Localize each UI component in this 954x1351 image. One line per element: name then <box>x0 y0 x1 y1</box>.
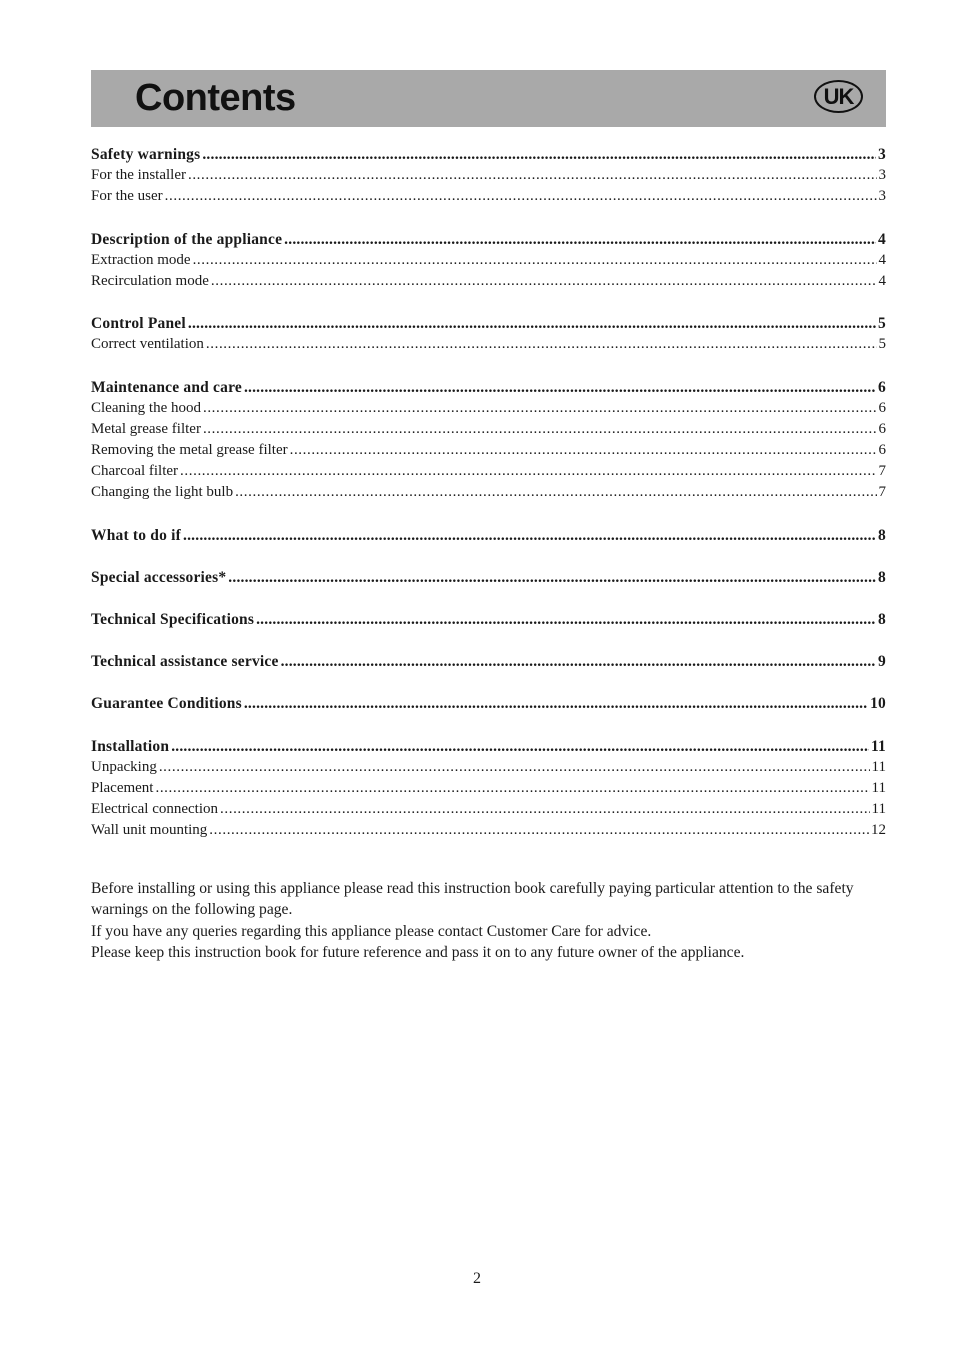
toc-entry-title: Technical Specifications <box>91 611 255 628</box>
toc-page-number: 8 <box>878 611 886 628</box>
table-of-contents <box>91 146 886 865</box>
toc-entry-title: Metal grease filter <box>91 420 201 437</box>
toc-page-number: 8 <box>878 526 886 544</box>
toc-page-number: 10 <box>870 695 886 713</box>
dot-leader <box>171 738 869 756</box>
toc-page-number: 9 <box>878 653 886 671</box>
toc-entry-title: Safety warnings <box>91 146 201 163</box>
dot-leader <box>281 653 876 671</box>
toc-subentry-correct-ventilation[interactable] <box>91 336 886 357</box>
toc-entry-what-to-do-if[interactable] <box>91 527 886 548</box>
dot-leader <box>188 167 877 184</box>
dot-leader <box>180 463 876 480</box>
toc-section-installation <box>91 738 886 844</box>
toc-subentry-changing-the-light-bulb[interactable] <box>91 484 886 505</box>
toc-subentry-for-the-installer[interactable] <box>91 167 886 188</box>
dot-leader <box>290 442 877 459</box>
toc-page-number: 4 <box>878 251 886 268</box>
intro-text <box>91 878 881 963</box>
toc-page-number: 5 <box>878 336 886 353</box>
toc-section-description-of-the-appliance <box>91 231 886 295</box>
dot-leader <box>284 231 876 249</box>
toc-section-safety-warnings <box>91 146 886 210</box>
dot-leader <box>155 780 869 797</box>
toc-page-number: 4 <box>878 272 886 289</box>
toc-section-special-accessories <box>91 569 886 590</box>
toc-entry-maintenance-and-care[interactable] <box>91 379 886 400</box>
toc-subentry-extraction-mode[interactable] <box>91 252 886 273</box>
intro-paragraph: If you have any queries regarding this appliance please contact Customer Care for advice. <box>91 922 652 940</box>
toc-page-number: 11 <box>871 758 886 775</box>
toc-entry-technical-specifications[interactable] <box>91 611 886 632</box>
toc-section-technical-assistance-service <box>91 653 886 674</box>
dot-leader <box>211 273 877 290</box>
toc-section-control-panel <box>91 315 886 357</box>
contents-header-bar <box>91 70 886 127</box>
toc-page-number: 11 <box>871 801 886 818</box>
toc-subentry-charcoal-filter[interactable] <box>91 463 886 484</box>
dot-leader <box>256 611 876 629</box>
toc-subentry-metal-grease-filter[interactable] <box>91 421 886 442</box>
dot-leader <box>188 315 876 333</box>
toc-page-number: 11 <box>870 737 886 755</box>
toc-entry-title: Maintenance and care <box>91 378 242 396</box>
toc-page-number: 3 <box>878 167 886 184</box>
toc-subentry-electrical-connection[interactable] <box>91 801 886 822</box>
toc-entry-title: Removing the metal grease filter <box>91 442 288 459</box>
toc-subentry-recirculation-mode[interactable] <box>91 273 886 294</box>
toc-entry-title: Changing the light bulb <box>91 484 234 501</box>
toc-section-what-to-do-if <box>91 527 886 548</box>
toc-page-number: 3 <box>878 146 886 163</box>
toc-page-number: 7 <box>878 463 886 480</box>
toc-entry-title: Control Panel <box>91 315 186 333</box>
toc-entry-title: Extraction mode <box>91 251 191 268</box>
page-title: Contents <box>135 77 296 119</box>
dot-leader <box>209 822 869 839</box>
dot-leader <box>235 484 876 501</box>
toc-entry-title: Special accessories* <box>91 568 227 586</box>
dot-leader <box>183 527 876 545</box>
dot-leader <box>228 569 876 587</box>
country-badge-uk: UK <box>814 80 863 113</box>
toc-page-number: 7 <box>878 484 886 501</box>
toc-entry-title: Wall unit mounting <box>91 822 208 839</box>
toc-entry-safety-warnings[interactable] <box>91 146 886 167</box>
dot-leader <box>202 146 876 164</box>
toc-entry-title: For the user <box>91 188 163 205</box>
toc-subentry-unpacking[interactable] <box>91 759 886 780</box>
toc-entry-control-panel[interactable] <box>91 315 886 336</box>
dot-leader <box>203 421 877 438</box>
dot-leader <box>193 252 877 269</box>
toc-page-number: 5 <box>878 315 886 333</box>
dot-leader <box>244 379 876 397</box>
toc-subentry-cleaning-the-hood[interactable] <box>91 400 886 421</box>
toc-entry-title: Charcoal filter <box>91 463 179 480</box>
toc-page-number: 3 <box>878 188 886 205</box>
toc-section-guarantee-conditions <box>91 695 886 716</box>
toc-entry-title: For the installer <box>91 167 186 184</box>
toc-entry-title: Description of the appliance <box>91 230 283 248</box>
intro-paragraph: Please keep this instruction book for future reference and pass it on to any future owner of the appliance. <box>91 943 745 961</box>
toc-entry-title: Cleaning the hood <box>91 399 201 416</box>
toc-page-number: 6 <box>878 442 886 459</box>
toc-subentry-placement[interactable] <box>91 780 886 801</box>
toc-entry-title: Placement <box>91 779 154 796</box>
dot-leader <box>203 400 877 417</box>
toc-entry-title: Recirculation mode <box>91 272 209 289</box>
toc-page-number: 12 <box>871 822 886 839</box>
toc-section-maintenance-and-care <box>91 379 886 506</box>
dot-leader <box>159 759 870 776</box>
toc-entry-title: Electrical connection <box>91 801 219 818</box>
toc-subentry-for-the-user[interactable] <box>91 188 886 209</box>
toc-page-number: 6 <box>878 420 886 437</box>
toc-page-number: 8 <box>878 568 886 586</box>
toc-page-number: 11 <box>871 779 886 796</box>
toc-entry-title: What to do if <box>91 526 182 544</box>
page-number: 2 <box>473 1270 481 1287</box>
toc-section-technical-specifications <box>91 611 886 632</box>
intro-paragraph: Before installing or using this appliance please read this instruction book carefully paying particular attention to the safety warnings on the following page. <box>91 880 854 919</box>
toc-entry-special-accessories[interactable] <box>91 569 886 590</box>
toc-page-number: 6 <box>878 378 886 396</box>
toc-subentry-removing-the-metal-grease-filter[interactable] <box>91 442 886 463</box>
toc-entry-title: Installation <box>91 737 170 755</box>
dot-leader <box>206 336 877 353</box>
toc-entry-title: Guarantee Conditions <box>91 695 242 713</box>
toc-page-number: 6 <box>878 399 886 416</box>
toc-entry-installation[interactable] <box>91 738 886 759</box>
toc-entry-guarantee-conditions[interactable] <box>91 695 886 716</box>
dot-leader <box>165 188 877 205</box>
dot-leader <box>244 695 868 713</box>
toc-entry-title: Correct ventilation <box>91 336 204 353</box>
toc-subentry-wall-unit-mounting[interactable] <box>91 822 886 843</box>
toc-entry-technical-assistance-service[interactable] <box>91 653 886 674</box>
toc-page-number: 4 <box>878 230 886 248</box>
toc-entry-description-of-the-appliance[interactable] <box>91 231 886 252</box>
dot-leader <box>220 801 870 818</box>
toc-entry-title: Unpacking <box>91 758 157 775</box>
toc-entry-title: Technical assistance service <box>91 653 279 671</box>
